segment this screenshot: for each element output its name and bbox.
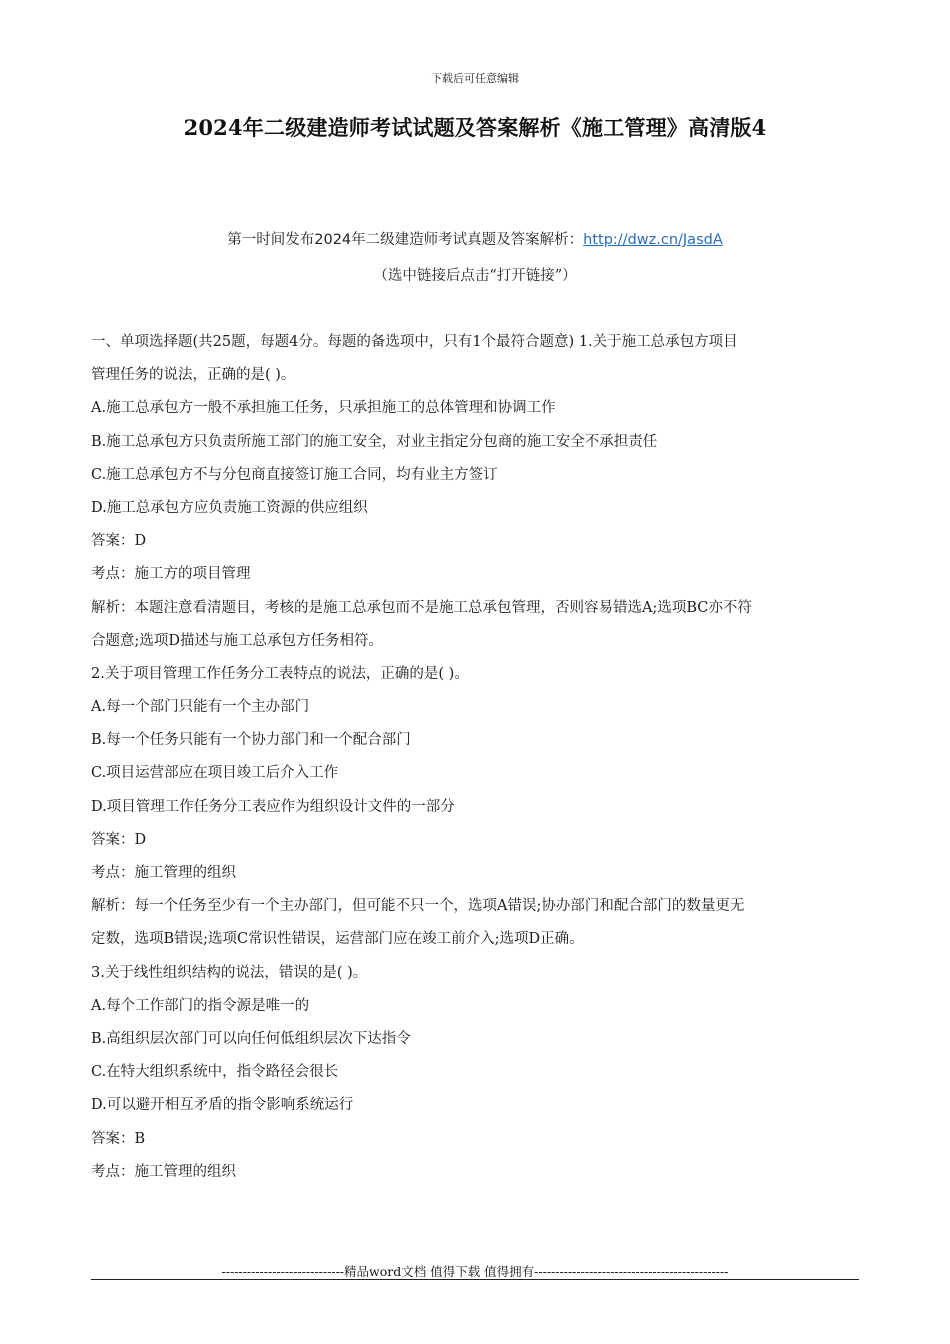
text-line: 考点：施工管理的组织: [91, 1163, 236, 1180]
text-line: C.项目运营部应在项目竣工后介入工作: [91, 765, 339, 782]
text-line: 解析：每一个任务至少有一个主办部门，但可能不只一个，选项A错误;协办部门和配合部门的数量更无: [91, 898, 745, 915]
text-line: A.每个工作部门的指令源是唯一的: [91, 997, 310, 1014]
publish-prefix: 第一时间发布: [227, 232, 315, 248]
text-line: 答案：D: [91, 831, 147, 848]
text-line: 考点：施工管理的组织: [91, 865, 236, 881]
text-line: B.高组织层次部门可以向任何低组织层次下达指令: [91, 1030, 411, 1047]
publish-suffix: 年二级建造师考试真题及答案解析：: [351, 232, 584, 248]
publish-year: 2024: [314, 232, 352, 248]
footer-rule: [91, 1279, 859, 1280]
text-line: B.每一个任务只能有一个协力部门和一个配合部门: [91, 732, 411, 749]
text-line: 合题意;选项D描述与施工总承包方任务相符。: [91, 632, 384, 649]
text-line: C.施工总承包方不与分包商直接签订施工合同，均有业主方签订: [91, 466, 498, 483]
text-line: C.在特大组织系统中，指令路径会很长: [91, 1064, 339, 1081]
footer-banner: -----------------------------精品word文档 值得下载 值得拥有----------------------------------------------: [221, 1264, 729, 1279]
text-line: 解析：本题注意看清题目，考核的是施工总承包而不是施工总承包管理，否则容易错选A;选项BC亦不符: [91, 599, 752, 616]
document-title: 2024年二级建造师考试试题及答案解析《施工管理》高清版4: [183, 115, 767, 140]
text-line: A.施工总承包方一般不承担施工任务，只承担施工的总体管理和协调工作: [91, 400, 556, 417]
text-line: D.可以避开相互矛盾的指令影响系统运行: [91, 1097, 354, 1114]
text-line: A.每一个部门只能有一个主办部门: [91, 699, 310, 716]
text-line: 定数，选项B错误;选项C常识性错误，运营部门应在竣工前介入;选项D正确。: [91, 931, 584, 948]
header-note: 下载后可任意编辑: [431, 72, 519, 85]
document-body: [91, 330, 863, 1193]
text-line: 管理任务的说法，正确的是( )。: [91, 367, 296, 384]
publish-line: [0, 228, 950, 249]
text-line: 答案：B: [91, 1130, 146, 1147]
text-line: 考点：施工方的项目管理: [91, 566, 251, 583]
answer-link[interactable]: http://dwz.cn/JasdA: [583, 232, 723, 248]
text-line: B.施工总承包方只负责所施工部门的施工安全，对业主指定分包商的施工安全不承担责任: [91, 433, 658, 450]
link-hint: （选中链接后点击“打开链接”）: [373, 268, 577, 284]
text-line: D.项目管理工作任务分工表应作为组织设计文件的一部分: [91, 798, 455, 815]
text-line: 2.关于项目管理工作任务分工表特点的说法，正确的是( )。: [91, 665, 469, 682]
text-line: 3.关于线性组织结构的说法，错误的是( )。: [91, 964, 368, 981]
text-line: D.施工总承包方应负责施工资源的供应组织: [91, 499, 368, 516]
text-line: 答案：D: [91, 533, 147, 550]
text-line: 一、单项选择题(共25题，每题4分。每题的备选项中，只有1个最符合题意) 1.关于施工总承包方项目: [91, 334, 738, 350]
